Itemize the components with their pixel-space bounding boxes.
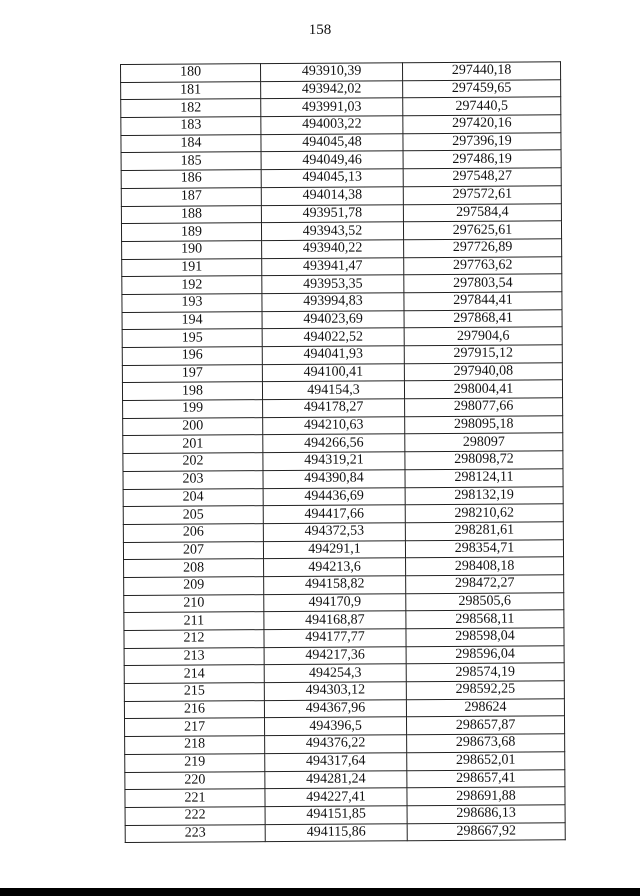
x-coordinate-cell: 494045,48 xyxy=(261,134,403,153)
y-coordinate-cell: 298691,88 xyxy=(407,787,565,806)
x-coordinate-cell: 494317,64 xyxy=(265,753,407,772)
point-number-cell: 182 xyxy=(121,99,261,118)
y-coordinate-cell: 298568,11 xyxy=(406,610,564,629)
y-coordinate-cell: 297868,41 xyxy=(404,309,562,328)
x-coordinate-cell: 494291,1 xyxy=(263,540,405,559)
y-coordinate-cell: 298124,11 xyxy=(405,469,563,488)
point-number-cell: 210 xyxy=(124,594,264,613)
point-number-cell: 186 xyxy=(121,170,261,189)
point-number-cell: 202 xyxy=(123,453,263,472)
point-number-cell: 192 xyxy=(122,276,262,295)
point-number-cell: 185 xyxy=(121,152,261,171)
point-number-cell: 219 xyxy=(125,753,265,772)
y-coordinate-cell: 297486,19 xyxy=(403,150,561,169)
y-coordinate-cell: 298077,66 xyxy=(405,398,563,417)
point-number-cell: 204 xyxy=(123,488,263,507)
y-coordinate-cell: 297572,61 xyxy=(403,186,561,205)
x-coordinate-cell: 494041,93 xyxy=(262,346,404,365)
point-number-cell: 209 xyxy=(124,577,264,596)
point-number-cell: 211 xyxy=(124,612,264,631)
coordinates-table-body xyxy=(121,62,566,843)
point-number-cell: 181 xyxy=(121,81,261,100)
point-number-cell: 184 xyxy=(121,134,261,153)
point-number-cell: 216 xyxy=(124,700,264,719)
x-coordinate-cell: 494045,13 xyxy=(261,169,403,188)
y-coordinate-cell: 298657,87 xyxy=(406,716,564,735)
x-coordinate-cell: 494154,3 xyxy=(262,381,404,400)
y-coordinate-cell: 298132,19 xyxy=(405,486,563,505)
x-coordinate-cell: 494003,22 xyxy=(261,116,403,135)
x-coordinate-cell: 494217,36 xyxy=(264,646,406,665)
x-coordinate-cell: 494266,56 xyxy=(263,434,405,453)
y-coordinate-cell: 297396,19 xyxy=(403,133,561,152)
point-number-cell: 180 xyxy=(121,64,261,83)
point-number-cell: 217 xyxy=(125,718,265,737)
y-coordinate-cell: 298210,62 xyxy=(405,504,563,523)
point-number-cell: 200 xyxy=(123,417,263,436)
point-number-cell: 221 xyxy=(125,789,265,808)
y-coordinate-cell: 297459,65 xyxy=(403,79,561,98)
x-coordinate-cell: 494170,9 xyxy=(264,593,406,612)
point-number-cell: 198 xyxy=(122,382,262,401)
y-coordinate-cell: 298354,71 xyxy=(405,539,563,558)
y-coordinate-cell: 298657,41 xyxy=(407,769,565,788)
x-coordinate-cell: 494014,38 xyxy=(261,187,403,206)
point-number-cell: 188 xyxy=(121,205,261,224)
y-coordinate-cell: 297440,5 xyxy=(403,97,561,116)
x-coordinate-cell: 494390,84 xyxy=(263,470,405,489)
y-coordinate-cell: 298505,6 xyxy=(406,592,564,611)
point-number-cell: 220 xyxy=(125,771,265,790)
y-coordinate-cell: 298098,72 xyxy=(405,451,563,470)
x-coordinate-cell: 493994,83 xyxy=(262,293,404,312)
point-number-cell: 199 xyxy=(123,400,263,419)
x-coordinate-cell: 494210,63 xyxy=(263,417,405,436)
y-coordinate-cell: 297763,62 xyxy=(404,256,562,275)
point-number-cell: 205 xyxy=(123,506,263,525)
scan-bottom-edge xyxy=(0,888,640,896)
point-number-cell: 191 xyxy=(122,258,262,277)
point-number-cell: 187 xyxy=(121,187,261,206)
y-coordinate-cell: 298281,61 xyxy=(405,522,563,541)
point-number-cell: 214 xyxy=(124,665,264,684)
y-coordinate-cell: 298667,92 xyxy=(407,822,565,841)
y-coordinate-cell: 298673,68 xyxy=(407,734,565,753)
point-number-cell: 203 xyxy=(123,470,263,489)
point-number-cell: 208 xyxy=(124,559,264,578)
y-coordinate-cell: 298624 xyxy=(406,699,564,718)
y-coordinate-cell: 298004,41 xyxy=(404,380,562,399)
x-coordinate-cell: 494303,12 xyxy=(264,682,406,701)
y-coordinate-cell: 298408,18 xyxy=(406,557,564,576)
y-coordinate-cell: 297915,12 xyxy=(404,345,562,364)
x-coordinate-cell: 494227,41 xyxy=(265,788,407,807)
point-number-cell: 193 xyxy=(122,294,262,313)
x-coordinate-cell: 494023,69 xyxy=(262,310,404,329)
point-number-cell: 195 xyxy=(122,329,262,348)
x-coordinate-cell: 494372,53 xyxy=(263,523,405,542)
point-number-cell: 222 xyxy=(125,807,265,826)
point-number-cell: 218 xyxy=(125,736,265,755)
x-coordinate-cell: 493953,35 xyxy=(262,275,404,294)
y-coordinate-cell: 298095,18 xyxy=(405,416,563,435)
x-coordinate-cell: 494178,27 xyxy=(263,399,405,418)
point-number-cell: 196 xyxy=(122,347,262,366)
point-number-cell: 189 xyxy=(121,223,261,242)
x-coordinate-cell: 494100,41 xyxy=(262,363,404,382)
y-coordinate-cell: 297420,16 xyxy=(403,115,561,134)
point-number-cell: 215 xyxy=(124,683,264,702)
table-row xyxy=(125,822,565,842)
y-coordinate-cell: 298472,27 xyxy=(406,575,564,594)
y-coordinate-cell: 298652,01 xyxy=(407,752,565,771)
x-coordinate-cell: 494213,6 xyxy=(264,558,406,577)
point-number-cell: 212 xyxy=(124,630,264,649)
x-coordinate-cell: 494168,87 xyxy=(264,611,406,630)
x-coordinate-cell: 494367,96 xyxy=(264,700,406,719)
y-coordinate-cell: 297625,61 xyxy=(403,221,561,240)
coordinates-table xyxy=(120,61,566,843)
x-coordinate-cell: 493943,52 xyxy=(261,222,403,241)
x-coordinate-cell: 494396,5 xyxy=(264,717,406,736)
y-coordinate-cell: 297803,54 xyxy=(404,274,562,293)
y-coordinate-cell: 298097 xyxy=(405,433,563,452)
y-coordinate-cell: 297548,27 xyxy=(403,168,561,187)
y-coordinate-cell: 297440,18 xyxy=(402,62,560,81)
y-coordinate-cell: 298574,19 xyxy=(406,663,564,682)
point-number-cell: 201 xyxy=(123,435,263,454)
page-number: 158 xyxy=(308,22,332,38)
y-coordinate-cell: 297584,4 xyxy=(403,203,561,222)
x-coordinate-cell: 494376,22 xyxy=(265,735,407,754)
x-coordinate-cell: 493951,78 xyxy=(261,204,403,223)
x-coordinate-cell: 494281,24 xyxy=(265,770,407,789)
y-coordinate-cell: 298596,04 xyxy=(406,645,564,664)
x-coordinate-cell: 494049,46 xyxy=(261,151,403,170)
x-coordinate-cell: 493942,02 xyxy=(261,80,403,99)
y-coordinate-cell: 297844,41 xyxy=(404,292,562,311)
x-coordinate-cell: 494158,82 xyxy=(264,576,406,595)
x-coordinate-cell: 493991,03 xyxy=(261,98,403,117)
point-number-cell: 213 xyxy=(124,647,264,666)
point-number-cell: 223 xyxy=(125,824,265,843)
x-coordinate-cell: 494254,3 xyxy=(264,664,406,683)
point-number-cell: 206 xyxy=(123,524,263,543)
x-coordinate-cell: 494319,21 xyxy=(263,452,405,471)
point-number-cell: 197 xyxy=(122,364,262,383)
x-coordinate-cell: 494022,52 xyxy=(262,328,404,347)
y-coordinate-cell: 297904,6 xyxy=(404,327,562,346)
point-number-cell: 183 xyxy=(121,117,261,136)
y-coordinate-cell: 298686,13 xyxy=(407,805,565,824)
y-coordinate-cell: 297940,08 xyxy=(404,362,562,381)
point-number-cell: 190 xyxy=(122,241,262,260)
point-number-cell: 194 xyxy=(122,311,262,330)
x-coordinate-cell: 494177,77 xyxy=(264,629,406,648)
y-coordinate-cell: 297726,89 xyxy=(404,239,562,258)
y-coordinate-cell: 298592,25 xyxy=(406,681,564,700)
x-coordinate-cell: 493910,39 xyxy=(261,63,403,82)
x-coordinate-cell: 494115,86 xyxy=(265,823,407,842)
x-coordinate-cell: 493941,47 xyxy=(262,257,404,276)
x-coordinate-cell: 493940,22 xyxy=(262,240,404,259)
x-coordinate-cell: 494151,85 xyxy=(265,806,407,825)
x-coordinate-cell: 494417,66 xyxy=(263,505,405,524)
y-coordinate-cell: 298598,04 xyxy=(406,628,564,647)
point-number-cell: 207 xyxy=(123,541,263,560)
x-coordinate-cell: 494436,69 xyxy=(263,487,405,506)
